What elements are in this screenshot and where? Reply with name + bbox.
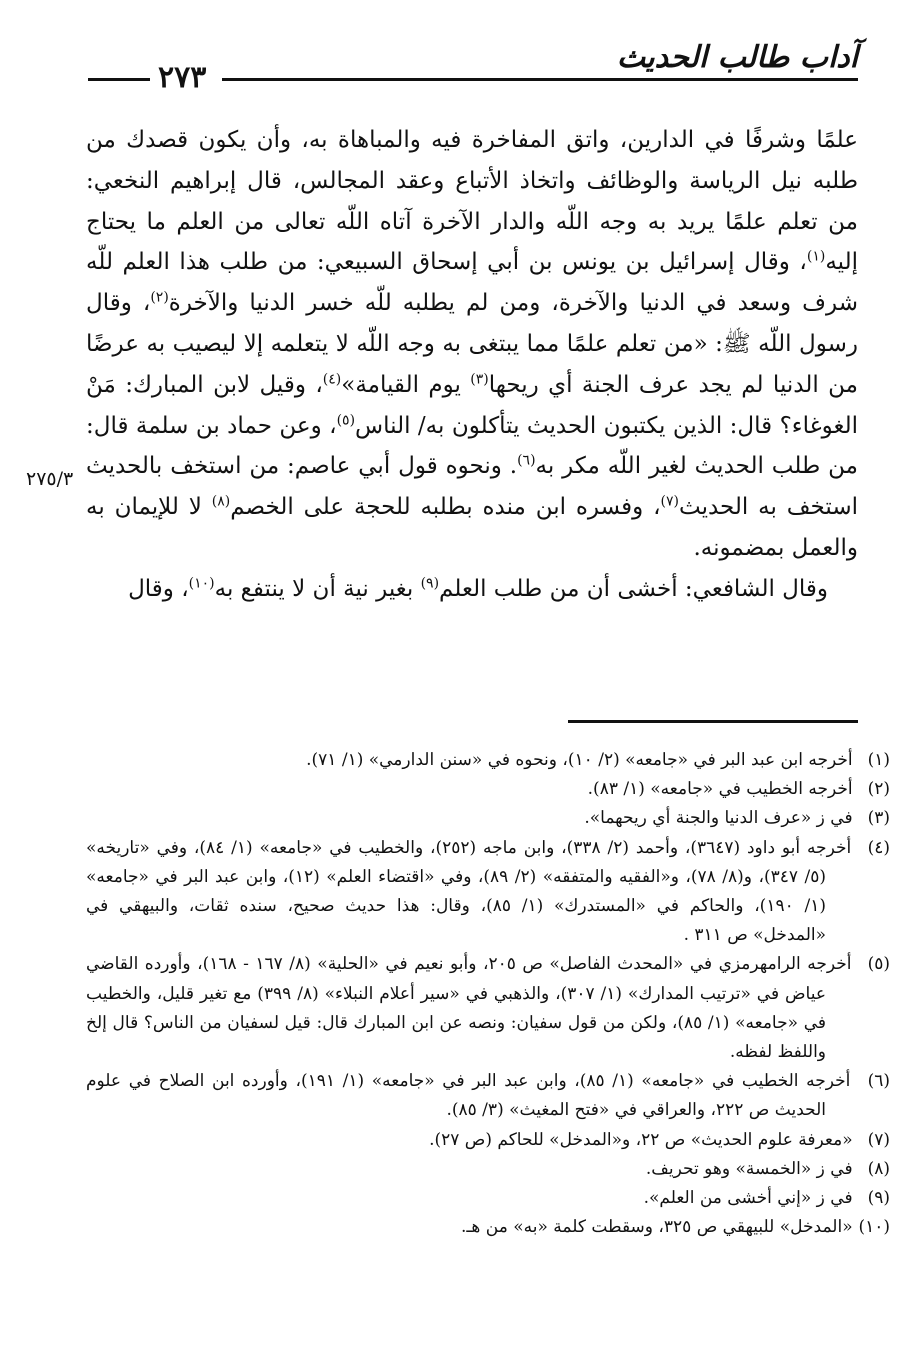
footnote-text: أخرجه الرامهرمزي في «المحدث الفاصل» ص ٢٠٥، وأبو نعيم في «الحلية» (٨/ ١٦٧ - ١٦٨)، وأورده القاضي عياض في «ترتيب المدارك» (١/ ٣٠٧)، والذهبي في «سير أعلام النبلاء» (٨/ ٣٩٩) مع تغير قليل، والخطيب في «جامعه» (١/ ٨٥)، ولكن من قول سفيان: ونصه عن ابن المبارك قال: قيل لسفيان من الناس؟ قال إلخ واللفظ لفظه. (86, 954, 852, 1063)
margin-reference: ٢٧٥/٣ (26, 468, 74, 490)
footnote: (١) أخرجه ابن عبد البر في «جامعه» (٢/ ١٠)، ونحوه في «سنن الدارمي» (١/ ٧١). (306, 750, 890, 770)
footnote-ref-8[interactable]: (٨) (211, 493, 231, 510)
footnote-ref-4[interactable]: (٤) (322, 371, 342, 388)
footnote-text: «معرفة علوم الحديث» ص ٢٢، و«المدخل» للحاكم (ص ٢٧). (429, 1129, 853, 1150)
footnote-text: أخرجه ابن عبد البر في «جامعه» (٢/ ١٠)، ونحوه في «سنن الدارمي» (١/ ٧١). (306, 750, 853, 770)
footnote-text: أخرجه الخطيب في «جامعه» (١/ ٨٣). (587, 779, 853, 800)
header-rule (222, 78, 858, 81)
footnote-ref-7[interactable]: (٧) (660, 493, 679, 510)
footnote-ref-3[interactable]: (٣) (470, 371, 489, 388)
footnote: (٣) في ز «عرف الدنيا والجنة أي ريحهما». (584, 808, 890, 829)
footnote: (١٠) «المدخل» للبيهقي ص ٣٢٥، وسقطت كلمة «به» من هـ. (461, 1217, 890, 1238)
footnote: (٥) أخرجه الرامهرمزي في «المحدث الفاصل» ص ٢٠٥، وأبو نعيم في «الحلية» (٨/ ١٦٧ - ١٦٨)، وأورده القاضي عياض في «ترتيب المدارك» (١/ ٣٠٧)، والذهبي في «سير أعلام النبلاء» (٨/ ٣٩٩) مع تغير قليل، والخطيب في «جامعه» (١/ ٨٥)، ولكن من قول سفيان: ونصه عن ابن المبارك قال: قيل لسفيان من الناس؟ قال إلخ واللفظ لفظه. (86, 954, 890, 1063)
footnote-text: أخرجه الخطيب في «جامعه» (١/ ٨٥)، وابن عبد البر في «جامعه» (١/ ١٩١)، وأورده ابن الصلاح في علوم الحديث ص ٢٢٢، والعراقي في «فتح المغيث» (٣/ ٨٥). (86, 1071, 851, 1121)
footnote: (٩) في ز «إني أخشى من العلم». (643, 1188, 890, 1209)
footnote: (٨) في ز «الخمسة» وهو تحريف. (645, 1158, 890, 1179)
paragraph-2: وقال الشافعي: أخشى أن من طلب العلم$^{(٩)}$ بغير نية أن لا ينتفع به$^{(١٠)}$، وقال (128, 575, 828, 602)
main-text (86, 120, 858, 610)
footnote-text: في ز «عرف الدنيا والجنة أي ريحهما». (584, 808, 853, 829)
footnote-text: في ز «إني أخشى من العلم». (643, 1188, 853, 1209)
footnote: (٧) «معرفة علوم الحديث» ص ٢٢، و«المدخل» للحاكم (ص ٢٧). (429, 1129, 890, 1150)
footnote-ref-6[interactable]: (٦) (517, 452, 536, 469)
footnote-separator (568, 720, 858, 723)
footnote-text: أخرجه أبو داود (٣٦٤٧)، وأحمد (٢/ ٣٣٨)، وابن ماجه (٢٥٢)، والخطيب في «جامعه» (١/ ٨٤)، وفي «تاريخه» (٥/ ٣٤٧)، و(٨/ ٧٨)، و«الفقيه والمتفقه» (٢/ ٨٩)، وفي «اقتضاء العلم» (١٢)، وابن عبد البر في «جامعه» (١/ ١٩٠)، والحاكم في «المستدرك» (١/ ٨٥)، وقال: هذا حديث صحيح، سنده ثقات، والبيهقي في «المدخل» ص ٣١١ . (86, 837, 852, 946)
footnote-ref-9[interactable]: (٩) (420, 575, 440, 592)
footnote: (٢) أخرجه الخطيب في «جامعه» (١/ ٨٣). (587, 779, 890, 800)
footnote-ref-10[interactable]: (١٠) (188, 575, 215, 592)
footnote-ref-1[interactable]: (١) (806, 248, 826, 265)
paragraph-1: علمًا وشرفًا في الدارين، واتق المفاخرة فيه والمباهاة به، وأن يكون قصدك من طلبه نيل الرياسة والوظائف واتخاذ الأتباع وعقد المجالس، قال إبراهيم النخعي: من تعلم علمًا يريد به وجه اللّه والدار الآخرة آتاه اللّه تعالى من العلم ما يحتاج إليه$^{(١)}$، وقال إسرائيل بن يونس بن أبي إسحاق السبيعي: من طلب هذا العلم للّه شرف وسعد في الدنيا والآخرة، ومن لم يطلبه للّه خسر الدنيا والآخرة$^{(٢)}$، وقال رسول اللّه ﷺ: «من تعلم علمًا مما يبتغى به وجه اللّه لا يتعلمه إلا ليصيب به عرضًا من الدنيا لم يجد عرف الجنة أي ريحها$^{(٣)}$ يوم القيامة»$^{(٤)}$، وقيل لابن المبارك: مَنْ الغوغاء؟ قال: الذين يكتبون الحديث يتأكلون به/ الناس$^{(٥)}$، وعن حماد بن سلمة قال: من طلب الحديث لغير اللّه مكر به$^{(٦)}$. ونحوه قول أبي عاصم: من استخف بالحديث استخف به الحديث$^{(٧)}$، وفسره ابن منده بطلبه للحجة على الخصم$^{(٨)}$ لا للإيمان به والعمل بمضمونه. (86, 127, 858, 561)
header-rule-short (88, 78, 150, 81)
footnote-text: في ز «الخمسة» وهو تحريف. (645, 1158, 853, 1179)
footnote-ref-2[interactable]: (٢) (150, 289, 169, 306)
running-header (88, 36, 858, 95)
footnote-ref-5[interactable]: (٥) (336, 411, 356, 428)
header-title: آداب طالب الحديث (616, 40, 858, 75)
footnote: (٦) أخرجه الخطيب في «جامعه» (١/ ٨٥)، وابن عبد البر في «جامعه» (١/ ١٩١)، وأورده ابن الصلاح في علوم الحديث ص ٢٢٢، والعراقي في «فتح المغيث» (٣/ ٨٥). (86, 1071, 890, 1121)
footnote-text: «المدخل» للبيهقي ص ٣٢٥، وسقطت كلمة «به» من هـ. (461, 1217, 853, 1238)
footnotes (86, 746, 891, 1242)
footnote: (٤) أخرجه أبو داود (٣٦٤٧)، وأحمد (٢/ ٣٣٨)، وابن ماجه (٢٥٢)، والخطيب في «جامعه» (١/ ٨٤)، وفي «تاريخه» (٥/ ٣٤٧)، و(٨/ ٧٨)، و«الفقيه والمتفقه» (٢/ ٨٩)، وفي «اقتضاء العلم» (١٢)، وابن عبد البر في «جامعه» (١/ ١٩٠)، والحاكم في «المستدرك» (١/ ٨٥)، وقال: هذا حديث صحيح، سنده ثقات، والبيهقي في «المدخل» ص ٣١١ . (86, 837, 891, 946)
page-number: ٢٧٣ (158, 60, 207, 95)
